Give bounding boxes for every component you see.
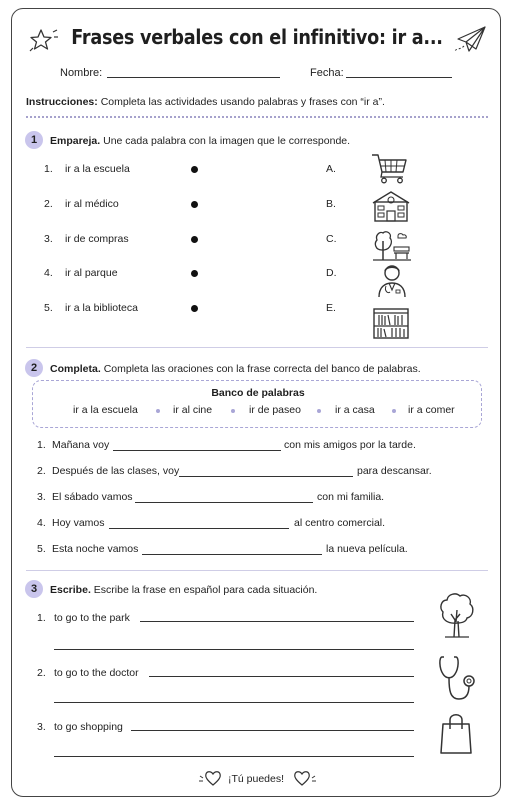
name-field[interactable] — [107, 77, 280, 78]
write-item-prompt: to go to the doctor — [54, 667, 139, 679]
match-item-number: 2. — [44, 198, 53, 210]
park-tree-bench-icon — [372, 228, 412, 262]
sentence-end: al centro comercial. — [294, 517, 386, 529]
sentence-blank[interactable] — [113, 450, 281, 451]
match-item-phrase: ir al médico — [65, 198, 119, 210]
word-bank-separator — [392, 409, 396, 413]
footer-message: ¡Tú puedes! — [228, 773, 285, 785]
section-1-instructions: Une cada palabra con la imagen que le corresponde. — [103, 135, 351, 147]
match-item-phrase: ir a la biblioteca — [65, 302, 138, 314]
page-title: Frases verbales con el infinitivo: ir a... — [71, 25, 443, 49]
word-bank-separator — [317, 409, 321, 413]
sentence-number: 1. — [37, 439, 46, 451]
write-answer-line[interactable] — [131, 730, 414, 731]
doctor-icon — [376, 263, 408, 299]
section-1-number: 1 — [25, 131, 43, 149]
section-1-heading — [50, 135, 350, 147]
bookshelf-library-icon — [371, 306, 411, 340]
word-bank-item: ir de paseo — [249, 404, 301, 416]
sentence-end: para descansar. — [357, 465, 432, 477]
match-item-phrase: ir al parque — [65, 267, 118, 279]
match-letter: C. — [326, 233, 337, 245]
section-divider — [26, 570, 488, 571]
word-bank — [32, 380, 482, 428]
heart-left-icon — [198, 769, 224, 787]
match-item-number: 1. — [44, 163, 53, 175]
school-building-icon — [371, 189, 411, 223]
match-item-phrase: ir de compras — [65, 233, 129, 245]
write-item-number: 2. — [37, 667, 46, 679]
section-2-instructions: Completa las oraciones con la frase correcta del banco de palabras. — [103, 363, 421, 375]
match-dot[interactable] — [191, 166, 198, 173]
sentence-number: 3. — [37, 491, 46, 503]
dotted-divider — [26, 116, 488, 118]
write-answer-line[interactable] — [149, 676, 414, 677]
section-2-heading — [50, 363, 421, 375]
sentence-blank[interactable] — [135, 502, 313, 503]
section-1-title: Empareja. — [50, 135, 101, 147]
worksheet — [11, 8, 501, 797]
sentence-blank[interactable] — [109, 528, 289, 529]
section-2-title: Completa. — [50, 363, 101, 375]
write-item-number: 1. — [37, 612, 46, 624]
sentence-number: 2. — [37, 465, 46, 477]
section-3-heading — [50, 584, 317, 596]
sentence-start: Esta noche vamos — [52, 543, 139, 555]
match-item-number: 5. — [44, 302, 53, 314]
instructions — [26, 96, 385, 108]
write-answer-line[interactable] — [140, 621, 414, 622]
sentence-blank[interactable] — [179, 476, 353, 477]
sentence-end: con mi familia. — [317, 491, 385, 503]
match-letter: E. — [326, 302, 336, 314]
sentence-blank[interactable] — [142, 554, 322, 555]
write-answer-line[interactable] — [54, 702, 414, 703]
heart-right-icon — [291, 769, 317, 787]
write-item-number: 3. — [37, 721, 46, 733]
shopping-cart-icon — [370, 152, 410, 184]
shopping-bag-icon — [438, 711, 474, 755]
sentence-start: Después de las clases, voy — [52, 465, 180, 477]
word-bank-item: ir al cine — [173, 404, 213, 416]
word-bank-separator — [156, 409, 160, 413]
sentence-end: con mis amigos por la tarde. — [284, 439, 416, 451]
sentence-start: Hoy vamos — [52, 517, 105, 529]
section-divider — [26, 347, 488, 348]
sentence-start: El sábado vamos — [52, 491, 133, 503]
sentence-start: Mañana voy — [52, 439, 110, 451]
stethoscope-icon — [436, 654, 478, 706]
sentence-number: 4. — [37, 517, 46, 529]
instructions-text: Completa las actividades usando palabras y frases con “ir a”. — [100, 96, 385, 108]
section-3-instructions: Escribe la frase en español para cada situación. — [93, 584, 318, 596]
sentence-number: 5. — [37, 543, 46, 555]
date-field[interactable] — [346, 77, 452, 78]
match-letter: A. — [326, 163, 336, 175]
match-dot[interactable] — [191, 201, 198, 208]
name-label: Nombre: — [60, 67, 103, 79]
match-letter: D. — [326, 267, 337, 279]
section-2-number: 2 — [25, 359, 43, 377]
sentence-end: la nueva película. — [326, 543, 408, 555]
word-bank-item: ir a casa — [335, 404, 375, 416]
section-3-number: 3 — [25, 580, 43, 598]
word-bank-separator — [231, 409, 235, 413]
match-dot[interactable] — [191, 270, 198, 277]
section-3-title: Escribe. — [50, 584, 91, 596]
word-bank-item: ir a la escuela — [73, 404, 138, 416]
instructions-label: Instrucciones: — [26, 96, 98, 108]
match-dot[interactable] — [191, 236, 198, 243]
match-letter: B. — [326, 198, 336, 210]
word-bank-item: ir a comer — [408, 404, 455, 416]
match-item-number: 3. — [44, 233, 53, 245]
match-dot[interactable] — [191, 305, 198, 312]
date-label: Fecha: — [310, 67, 344, 79]
match-item-number: 4. — [44, 267, 53, 279]
tree-icon — [437, 590, 477, 640]
write-item-prompt: to go shopping — [54, 721, 123, 733]
write-answer-line[interactable] — [54, 649, 414, 650]
word-bank-title: Banco de palabras — [211, 387, 305, 399]
write-answer-line[interactable] — [54, 756, 414, 757]
match-item-phrase: ir a la escuela — [65, 163, 130, 175]
write-item-prompt: to go to the park — [54, 612, 130, 624]
